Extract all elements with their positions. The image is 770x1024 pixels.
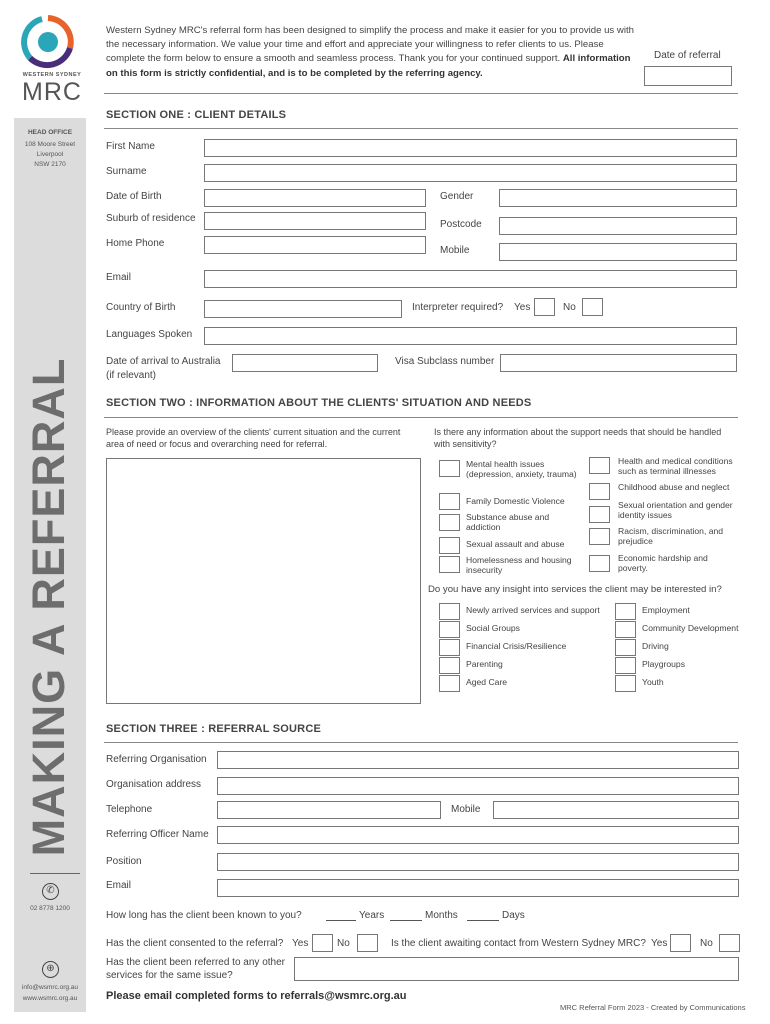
first-name-label: First Name	[106, 141, 155, 152]
service-option: Aged Care	[466, 677, 508, 687]
visa-field[interactable]	[500, 354, 737, 372]
intro-paragraph	[106, 24, 636, 81]
office-line: Liverpool	[36, 151, 64, 158]
referred-field[interactable]	[294, 957, 739, 981]
service-checkbox[interactable]	[439, 621, 460, 638]
months-blank[interactable]	[390, 920, 422, 921]
sensitivity-checkbox[interactable]	[439, 493, 460, 510]
awaiting-no-checkbox[interactable]	[719, 934, 740, 952]
service-checkbox[interactable]	[439, 603, 460, 620]
service-checkbox[interactable]	[439, 657, 460, 674]
consent-question: Has the client consented to the referral?	[106, 938, 284, 949]
office-line: NSW 2170	[34, 161, 66, 168]
arrival-label: Date of arrival to Australia	[106, 356, 221, 367]
telephone-field[interactable]	[217, 801, 441, 819]
referrer-mobile-label: Mobile	[451, 804, 481, 815]
service-checkbox[interactable]	[439, 675, 460, 692]
sensitivity-option: Childhood abuse and neglect	[618, 482, 730, 492]
surname-field[interactable]	[204, 164, 737, 182]
arrival-field[interactable]	[232, 354, 378, 372]
services-prompt: Do you have any insight into services the client may be interested in?	[428, 584, 722, 595]
months-label: Months	[425, 910, 458, 921]
gender-field[interactable]	[499, 189, 737, 207]
home-phone-field[interactable]	[204, 236, 426, 254]
header-divider	[104, 93, 738, 94]
logo-small-text: WESTERN SYDNEY	[22, 72, 82, 78]
referrer-mobile-field[interactable]	[493, 801, 739, 819]
section-three-title: SECTION THREE : REFERRAL SOURCE	[106, 723, 322, 735]
sidebar-divider	[30, 873, 80, 874]
referred-question-line2: services for the same issue?	[106, 970, 233, 981]
consent-yes-label: Yes	[292, 938, 309, 949]
service-option: Social Groups	[466, 623, 520, 633]
interpreter-yes-checkbox[interactable]	[534, 298, 555, 316]
consent-no-label: No	[337, 938, 350, 949]
first-name-field[interactable]	[204, 139, 737, 157]
interpreter-label: Interpreter required?	[412, 302, 504, 313]
service-option: Youth	[642, 677, 664, 687]
surname-label: Surname	[106, 166, 147, 177]
awaiting-no-label: No	[700, 938, 713, 949]
sensitivity-prompt: Is there any information about the support needs that should be handled with sensitivity?	[434, 427, 722, 449]
overview-textarea[interactable]	[106, 458, 421, 704]
intro-confidential: All information on this form is strictly confidential, and is to be completed by the referring agency.	[106, 53, 631, 79]
telephone-label: Telephone	[106, 804, 153, 815]
service-option: Community Development	[642, 623, 739, 633]
sensitivity-option: Economic hardship and poverty.	[618, 553, 708, 573]
service-checkbox[interactable]	[615, 621, 636, 638]
sensitivity-checkbox[interactable]	[589, 483, 610, 500]
service-checkbox[interactable]	[615, 675, 636, 692]
suburb-field[interactable]	[204, 212, 426, 230]
org-address-field[interactable]	[217, 777, 739, 795]
office-heading: HEAD OFFICE	[27, 129, 73, 136]
interpreter-no-label: No	[563, 302, 576, 313]
dob-field[interactable]	[204, 189, 426, 207]
sidebar-phone: 02 8778 1200	[30, 905, 70, 912]
service-option: Newly arrived services and support	[466, 605, 600, 615]
sensitivity-option: Racism, discrimination, and prejudice	[618, 526, 724, 546]
consent-yes-checkbox[interactable]	[312, 934, 333, 952]
footer-credit: MRC Referral Form 2023 - Created by Communications	[560, 1003, 746, 1012]
phone-icon: ✆	[42, 883, 59, 900]
sensitivity-option: Homelessness and housing insecurity	[466, 555, 572, 575]
service-checkbox[interactable]	[615, 603, 636, 620]
sidebar-web[interactable]: www.wsmrc.org.au	[22, 995, 78, 1002]
date-of-referral-label: Date of referral	[654, 50, 721, 61]
officer-label: Referring Officer Name	[106, 829, 209, 840]
service-checkbox[interactable]	[615, 657, 636, 674]
service-option: Playgroups	[642, 659, 685, 669]
country-field[interactable]	[204, 300, 402, 318]
section-one-divider	[104, 128, 738, 129]
referrer-email-field[interactable]	[217, 879, 739, 897]
sensitivity-checkbox[interactable]	[589, 506, 610, 523]
arrival-note: (if relevant)	[106, 370, 157, 381]
logo-large-text: MRC	[22, 78, 82, 106]
awaiting-yes-checkbox[interactable]	[670, 934, 691, 952]
gender-label: Gender	[440, 191, 474, 202]
interpreter-yes-label: Yes	[514, 302, 531, 313]
mrc-logo-mark	[18, 12, 78, 72]
sensitivity-checkbox[interactable]	[439, 514, 460, 531]
sensitivity-checkbox[interactable]	[589, 555, 610, 572]
home-phone-label: Home Phone	[106, 238, 165, 249]
sensitivity-option: Health and medical conditions such as terminal illnesses	[618, 456, 733, 476]
sidebar-email[interactable]: info@wsmrc.org.au	[21, 984, 79, 991]
referrer-email-label: Email	[106, 880, 132, 891]
referring-org-label: Referring Organisation	[106, 754, 207, 765]
service-checkbox[interactable]	[439, 639, 460, 656]
sensitivity-checkbox[interactable]	[439, 537, 460, 554]
languages-field[interactable]	[204, 327, 737, 345]
service-option: Financial Crisis/Resilience	[466, 641, 567, 651]
years-label: Years	[359, 910, 385, 921]
vertical-title: MAKING A REFERRAL	[23, 357, 74, 857]
overview-prompt: Please provide an overview of the clients' current situation and the current area of need or focus and overarching need for referral.	[106, 427, 401, 449]
officer-field[interactable]	[217, 826, 739, 844]
postcode-field[interactable]	[499, 217, 737, 235]
sensitivity-option: Mental health issues (depression, anxiety, trauma)	[466, 459, 577, 479]
position-field[interactable]	[217, 853, 739, 871]
days-blank[interactable]	[467, 920, 499, 921]
postcode-label: Postcode	[440, 219, 482, 230]
section-two-title: SECTION TWO : INFORMATION ABOUT THE CLIENTS' SITUATION AND NEEDS	[106, 397, 532, 409]
awaiting-question: Is the client awaiting contact from Western Sydney MRC?	[391, 938, 646, 949]
service-option: Employment	[642, 605, 690, 615]
submit-instructions: Please email completed forms to referrals@wsmrc.org.au	[106, 990, 407, 1002]
awaiting-yes-label: Yes	[651, 938, 668, 949]
referring-org-field[interactable]	[217, 751, 739, 769]
intro-text: Western Sydney MRC's referral form has been designed to simplify the process and make it easier for you to provide us with the necessary information. We value your time and effort and appreciate your willingness to refer clients to us. Please complete the form below to ensure a smooth and seamless process. Thank you for your continued support.	[106, 25, 634, 65]
days-label: Days	[502, 910, 525, 921]
sensitivity-option: Sexual assault and abuse	[466, 539, 565, 549]
position-label: Position	[106, 856, 142, 867]
years-blank[interactable]	[326, 920, 356, 921]
email-field[interactable]	[204, 270, 737, 288]
section-two-divider	[104, 417, 738, 418]
office-line: 108 Moore Street	[24, 141, 76, 148]
service-option: Driving	[642, 641, 669, 651]
sensitivity-option: Substance abuse and addiction	[466, 512, 550, 532]
sensitivity-checkbox[interactable]	[589, 457, 610, 474]
email-label: Email	[106, 272, 132, 283]
suburb-label: Suburb of residence	[106, 213, 196, 224]
languages-label: Languages Spoken	[106, 329, 193, 340]
section-one-title: SECTION ONE : CLIENT DETAILS	[106, 109, 287, 121]
org-address-label: Organisation address	[106, 779, 202, 790]
sensitivity-checkbox[interactable]	[589, 528, 610, 545]
consent-no-checkbox[interactable]	[357, 934, 378, 952]
date-of-referral-field[interactable]	[644, 66, 732, 86]
service-option: Parenting	[466, 659, 503, 669]
sensitivity-checkbox[interactable]	[439, 556, 460, 573]
mobile-label: Mobile	[440, 245, 470, 256]
country-label: Country of Birth	[106, 302, 176, 313]
interpreter-no-checkbox[interactable]	[582, 298, 603, 316]
dob-label: Date of Birth	[106, 191, 162, 202]
visa-label: Visa Subclass number	[395, 356, 495, 367]
known-question: How long has the client been known to you?	[106, 910, 302, 921]
mobile-field[interactable]	[499, 243, 737, 261]
section-three-divider	[104, 742, 738, 743]
referred-question-line1: Has the client been referred to any other	[106, 957, 285, 968]
sensitivity-checkbox[interactable]	[439, 460, 460, 477]
service-checkbox[interactable]	[615, 639, 636, 656]
globe-icon: ⊕	[42, 961, 59, 978]
sensitivity-option: Sexual orientation and gender identity issues	[618, 500, 733, 520]
sensitivity-option: Family Domestic Violence	[466, 496, 565, 506]
